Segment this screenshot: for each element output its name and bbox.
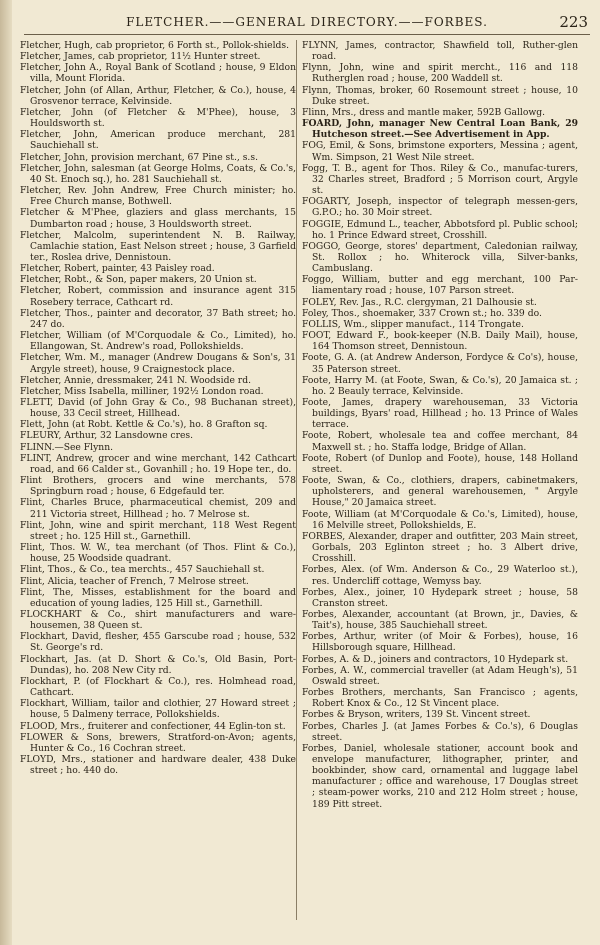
directory-entry: Forbes Brothers, merchants, San Francisco ; agents, Robert Knox & Co., 12 St Vincent place. [302,687,578,710]
running-header [24,10,590,35]
directory-entry: Fletcher, Annie, dressmaker, 241 N. Woodside rd. [20,374,252,386]
directory-entry: FOGGIE, Edmund L., teacher, Abbotsford pl. Public school; ho. 1 Prince Edward street, Crosshill. [302,218,578,241]
directory-entry: Fletcher, John A., Royal Bank of Scotland ; house, 9 Eldon villa, Mount Florida. [20,62,296,85]
directory-entry: FORBES, Alexander, draper and outfitter, 203 Main street, Gorbals, 203 Eglinton street ; ho. 3 Albert drive, Crosshill. [302,530,578,565]
directory-entry: FLYNN, James, contractor, Shawfield toll, Ruther-glen road. [302,40,578,63]
header-title: FLETCHER.——GENERAL DIRECTORY.——FORBES. [126,15,488,29]
directory-entry: FOARD, John, manager New Central Loan Bank, 29 Hutcheson street.—See Advertisement in App. [302,118,578,141]
directory-entry: Flett, John (at Robt. Kettle & Co.'s), ho. 8 Grafton sq. [20,419,268,431]
directory-entry: Flynn, John, wine and spirit mercht., 116 and 118 Rutherglen road ; house, 200 Waddell st. [302,62,578,85]
page-number: 223 [559,13,588,31]
directory-entry: FOGARTY, Joseph, inspector of telegraph messen-gers, G.P.O.; ho. 30 Moir street. [302,196,578,219]
directory-entry: Fletcher, John, salesman (at George Holms, Coats, & Co.'s, 40 St. Enoch sq.), ho. 281 Sauchiehall st. [20,162,296,185]
directory-entry: Fletcher, Malcolm, superintendent N. B. Railway, Camlachie station, East Nelson street ; house, 3 Garfield ter., Roslea drive, Dennistoun. [20,229,296,263]
directory-entry: Fletcher, James, cab proprietor, 11½ Hunter street. [20,51,261,63]
directory-entry: Foote, James, drapery warehouseman, 33 Victoria buildings, Byars' road, Hillhead ; ho. 13 Prince of Wales terrace. [302,397,578,431]
directory-entry: Fletcher, William (of M'Corquodale & Co., Limited), ho. Ellangowan, St. Andrew's road, Pollokshields. [20,330,296,353]
right-column [302,40,578,810]
directory-entry: Flynn, Thomas, broker, 60 Rosemount street ; house, 10 Duke street. [302,84,578,107]
directory-entry: Fletcher, Miss Isabella, milliner, 192½ London road. [20,385,264,397]
column-divider [296,40,297,920]
directory-entry: FLOOD, Mrs., fruiterer and confectioner, 44 Eglin-ton st. [20,720,286,732]
directory-entry: Foote, Robert (of Dunlop and Foote), house, 148 Holland street. [302,452,578,475]
directory-entry: Forbes, Arthur, writer (of Moir & Forbes), house, 16 Hillsborough square, Hillhead. [302,631,578,654]
directory-entry: Flockhart, William, tailor and clothier, 27 Howard street ; house, 5 Dalmeny terrace, Pollokshields. [20,698,296,721]
directory-entry: Forbes, Daniel, wholesale stationer, account book and envelope manufacturer, lithographer, printer, and bookbinder, show card, ornamental and luggage label manufacturer ; office and warehouse, 17 Douglas street ; steam-power works, 210 and 212 Holm street ; house, 189 Pitt street. [302,742,578,810]
directory-entry: FLOWER & Sons, brewers, Stratford-on-Avon; agents, Hunter & Co., 16 Cochran street. [20,731,296,754]
left-column [20,40,296,776]
directory-entry: Flint, John, wine and spirit merchant, 118 West Regent street ; ho. 125 Hill st., Garnethill. [20,519,296,542]
directory-entry: Forbes, Alexander, accountant (at Brown, jr., Davies, & Tait's), house, 385 Sauchiehall street. [302,608,578,632]
page-binding-edge [0,0,12,945]
directory-entry: FOOT, Edward F., book-keeper (N.B. Daily Mail), house, 164 Thomson street, Dennistoun. [302,330,578,353]
directory-entry: Forbes, A. & D., joiners and contractors, 10 Hydepark st. [302,653,569,665]
directory-entry: Fletcher, Hugh, cab proprietor, 6 Forth st., Pollok-shields. [20,40,290,51]
directory-entry: FOG, Emil, & Sons, brimstone exporters, Messina ; agent, Wm. Simpson, 21 West Nile street. [302,140,578,163]
directory-entry: Flockhart, David, flesher, 455 Garscube road ; house, 532 St. George's rd. [20,631,296,654]
directory-entry: FLOYD, Mrs., stationer and hardware dealer, 438 Duke street ; ho. 440 do. [20,754,296,777]
directory-entry: FLETT, David (of John Gray & Co., 98 Buchanan street), house, 33 Cecil street, Hillhead. [20,397,296,420]
directory-entry: Foote, Harry M. (at Foote, Swan, & Co.'s), 20 Jamaica st. ; ho. 2 Beauly terrace, Kelvinside. [302,374,578,397]
directory-entry: Fletcher, John (of Fletcher & M'Phee), house, 3 Houldsworth st. [20,106,296,130]
directory-entry: Foote, G. A. (at Andrew Anderson, Fordyce & Co's), house, 35 Paterson street. [302,352,578,375]
directory-entry: Flint, The, Misses, establishment for the board and education of young ladies, 125 Hill st., Garnethill. [20,586,296,609]
directory-entry: Fletcher, Robt., & Son, paper makers, 20 Union st. [20,274,257,286]
directory-entry: Foley, Thos., shoemaker, 337 Crown st.; ho. 339 do. [302,307,542,319]
directory-entry: Foote, Swan, & Co., clothiers, drapers, cabinetmakers, upholsterers, and general warehousemen, " Argyle House," 20 Jamaica street. [302,475,578,509]
directory-entry: Forbes, Alex., joiner, 10 Hydepark street ; house, 58 Cranston street. [302,586,578,609]
directory-entry: Fletcher, Rev. John Andrew, Free Church minister; ho. Free Church manse, Bothwell. [20,185,296,208]
directory-entry: FLOCKHART & Co., shirt manufacturers and ware-housemen, 38 Queen st. [20,608,296,632]
directory-entry: Flockhart, Jas. (at D. Short & Co.'s, Old Basin, Port-Dundas), ho. 208 New City rd. [20,653,296,676]
directory-entry: Fletcher, John, provision merchant, 67 Pine st., s.s. [20,151,258,163]
directory-entry: Fletcher, Robert, painter, 43 Paisley road. [20,263,215,275]
directory-entry: FLINT, Andrew, grocer and wine merchant, 142 Cathcart road, and 66 Calder st., Govanhill ; ho. 19 Hope ter., do. [20,452,296,475]
directory-entry: FOLLIS, Wm., slipper manufact., 114 Trongate. [302,318,524,330]
directory-entry: FOLEY, Rev. Jas., R.C. clergyman, 21 Dalhousie st. [302,296,537,308]
directory-entry: Flint, Thos., & Co., tea merchts., 457 Sauchiehall st. [20,564,265,576]
directory-entry: Flint, Charles Bruce, pharmaceutical chemist, 209 and 211 Victoria street, Hillhead ; ho. 7 Melrose st. [20,497,296,520]
directory-entry: Forbes & Bryson, writers, 139 St. Vincent street. [302,709,531,721]
directory-entry: Flint Brothers, grocers and wine merchants, 578 Springburn road ; house, 6 Edgefauld ter. [20,475,296,498]
directory-entry: Forbes, A. W., commercial traveller (at Adam Heugh's), 51 Oswald street. [302,664,578,687]
directory-entry: Fletcher, Robert, commission and insurance agent 315 Rosebery terrace, Cathcart rd. [20,285,296,308]
directory-entry: Flint, Alicia, teacher of French, 7 Melrose street. [20,575,249,587]
directory-entry: Forbes, Alex. (of Wm. Anderson & Co., 29 Waterloo st.), res. Undercliff cottage, Wemyss bay. [302,564,578,587]
directory-entry: Flint, Thos. W. W., tea merchant (of Thos. Flint & Co.), house, 25 Woodside quadrant. [20,542,296,565]
directory-entry: FLEURY, Arthur, 32 Lansdowne cres. [20,430,194,442]
directory-entry: Fletcher, Thos., painter and decorator, 37 Bath street; ho. 247 do. [20,307,296,330]
directory-entry: Fogg, T. B., agent for Thos. Riley & Co., manufac-turers, 32 Charles street, Bradford ; 5 Morrison court, Argyle st. [302,162,578,197]
directory-entry: Fletcher, John (of Allan, Arthur, Fletcher, & Co.), house, 4 Grosvenor terrace, Kelvinside. [20,84,296,107]
directory-entry: Foote, William (at M'Corquodale & Co.'s, Limited), house, 16 Melville street, Pollokshields, E. [302,508,578,531]
directory-entry: Fletcher & M'Phee, glaziers and glass merchants, 15 Dumbarton road ; house, 3 Houldsworth street. [20,207,296,230]
directory-entry: Foote, Robert, wholesale tea and coffee merchant, 84 Maxwell st. ; ho. Staffa lodge, Bridge of Allan. [302,430,578,453]
directory-entry: FLINN.—See Flynn. [20,441,114,453]
directory-entry: Foggo, William, butter and egg merchant, 100 Par-liamentary road ; house, 107 Parson street. [302,274,578,297]
directory-entry: Forbes, Charles J. (at James Forbes & Co.'s), 6 Douglas street. [302,720,578,743]
directory-entry: Flinn, Mrs., dress and mantle maker, 592B Gallowg. [302,106,546,118]
directory-entry: Fletcher, John, American produce merchant, 281 Sauchiehall st. [20,129,296,152]
directory-entry: FOGGO, George, stores' department, Caledonian railway, St. Rollox ; ho. Whiterock villa, Silver-banks, Cambuslang. [302,240,578,275]
directory-entry: Fletcher, Wm. M., manager (Andrew Dougans & Son's, 31 Argyle street), house, 9 Craignestock place. [20,352,296,375]
directory-entry: Flockhart, P. (of Flockhart & Co.), res. Holmhead road, Cathcart. [20,675,296,699]
